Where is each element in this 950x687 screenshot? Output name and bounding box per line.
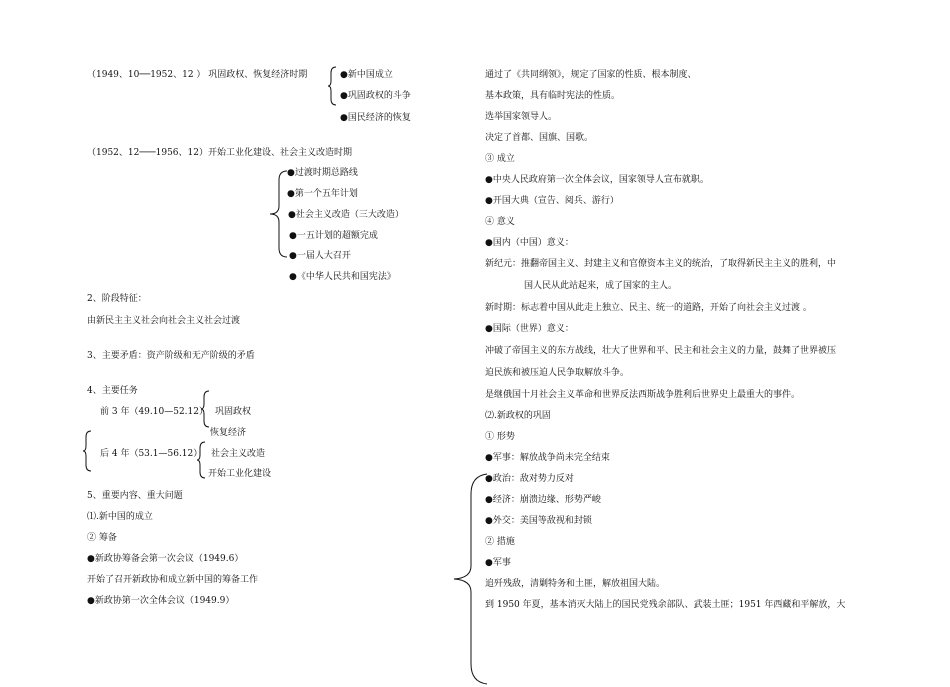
subsection-founding: ⑴.新中国的成立 xyxy=(87,512,153,522)
first-three-years-brace xyxy=(201,390,211,428)
period-2-item: ●社会主义改造（三大改造） xyxy=(288,210,404,220)
bullet-text: ●国际（世界）意义： xyxy=(485,324,574,334)
last-four-years-brace xyxy=(197,441,207,479)
first-task-item: 恢复经济 xyxy=(210,428,247,438)
body-text: 迫民族和被压迫人民争取解放斗争。 xyxy=(485,368,630,378)
subsection-heading: ③ 成立 xyxy=(485,154,515,164)
subsection-heading: ⑵.新政权的巩固 xyxy=(485,411,551,421)
first-three-years-label: 前 3 年（49.10—52.12） xyxy=(100,407,208,417)
subsection-heading: ④ 意义 xyxy=(485,217,515,227)
first-task-item: 巩固政权 xyxy=(215,407,252,417)
second-task-item: 开始工业化建设 xyxy=(208,469,272,479)
body-text: 新时期：标志着中国从此走上独立、民主、统一的道路，开始了向社会主义过渡 。 xyxy=(485,303,812,313)
section-2-text: 由新民主主义社会向社会主义社会过渡 xyxy=(87,316,241,326)
section-3-heading: 3、主要矛盾：资产阶级和无产阶级的矛盾 xyxy=(87,351,255,361)
bullet-text: ●军事：解放战争尚未完全结束 xyxy=(485,453,610,463)
bullet-text: ●开国大典（宣告、阅兵、游行） xyxy=(485,196,619,206)
bullet-text: ●经济：崩溃边缘、形势严峻 xyxy=(485,495,601,505)
bullet-text: ●中央人民政府第一次全体会议，国家领导人宣布就职。 xyxy=(485,175,709,185)
subsection-preparation: ② 筹备 xyxy=(87,533,117,543)
last-four-years-label: 后 4 年（53.1—56.12） xyxy=(100,449,203,459)
period-1-label: （1949、10──1952、12 ） 巩固政权、恢复经济时期 xyxy=(87,70,308,80)
body-text: 到 1950 年夏，基本消灭大陆上的国民党残余部队、武装土匪；1951 年西藏和平解放，大 xyxy=(485,600,846,610)
period-1-item: ●巩固政权的斗争 xyxy=(340,91,411,101)
body-text: 通过了《共同纲领》，规定了国家的性质、根本制度、 xyxy=(485,70,697,80)
body-text: 新纪元：推翻帝国主义、封建主义和官僚资本主义的统治，了取得新民主主义的胜利，中 xyxy=(485,259,837,269)
bullet-text: ●国内（中国）意义： xyxy=(485,238,574,248)
bullet-text: ●新政协第一次全体会议（1949.9） xyxy=(87,596,235,606)
body-text: 基本政策，具有临时宪法的性质。 xyxy=(485,91,621,101)
subsection-heading: ① 形势 xyxy=(485,432,515,442)
bullet-text: ●外交：美国等敌视和封锁 xyxy=(485,516,592,526)
bullet-text: ●政治：敌对势力反对 xyxy=(485,474,574,484)
period-2-item: ●一五计划的超额完成 xyxy=(289,231,378,241)
section-5-heading: 5、重要内容、重大问题 xyxy=(87,491,183,501)
period-1-brace xyxy=(328,66,338,106)
body-text: 追歼残敌，清剿特务和土匪，解放祖国大陆。 xyxy=(485,579,666,589)
bullet-text: ●军事 xyxy=(485,558,511,568)
body-text: 国人民从此站起来，成了国家的主人。 xyxy=(524,281,678,291)
period-2-label: （1952、12───1956、12）开始工业化建设、社会主义改造时期 xyxy=(87,148,352,158)
second-task-item: 社会主义改造 xyxy=(211,449,266,459)
body-text: 是继俄国十月社会主义革命和世界反法西斯战争胜利后世界史上最重大的事件。 xyxy=(485,390,801,400)
period-2-brace xyxy=(269,170,289,258)
subsection-heading: ② 措施 xyxy=(485,537,515,547)
body-text: 冲破了帝国主义的东方战线，壮大了世界和平、民主和社会主义的力量，鼓舞了世界被压 xyxy=(485,346,837,356)
section-2-heading: 2、阶段特征： xyxy=(87,294,147,304)
period-2-item: ●《中华人民共和国宪法》 xyxy=(289,272,396,282)
period-1-item: ●新中国成立 xyxy=(340,70,393,80)
period-1-item: ●国民经济的恢复 xyxy=(340,113,411,123)
period-2-item: ●一届人大召开 xyxy=(289,251,351,261)
body-text: 选举国家领导人。 xyxy=(485,112,558,122)
body-text: 决定了首都、国旗、国歌。 xyxy=(485,133,594,143)
tasks-outer-brace xyxy=(83,430,93,472)
period-2-item: ●第一个五年计划 xyxy=(287,189,358,199)
bullet-text: ●新政协筹备会第一次会议（1949.6） xyxy=(87,554,244,564)
section-4-heading: 4、主要任务 xyxy=(87,386,138,396)
measures-brace xyxy=(453,472,489,686)
body-text: 开始了召开新政协和成立新中国的筹备工作 xyxy=(87,575,259,585)
period-2-item: ●过渡时期总路线 xyxy=(287,168,358,178)
